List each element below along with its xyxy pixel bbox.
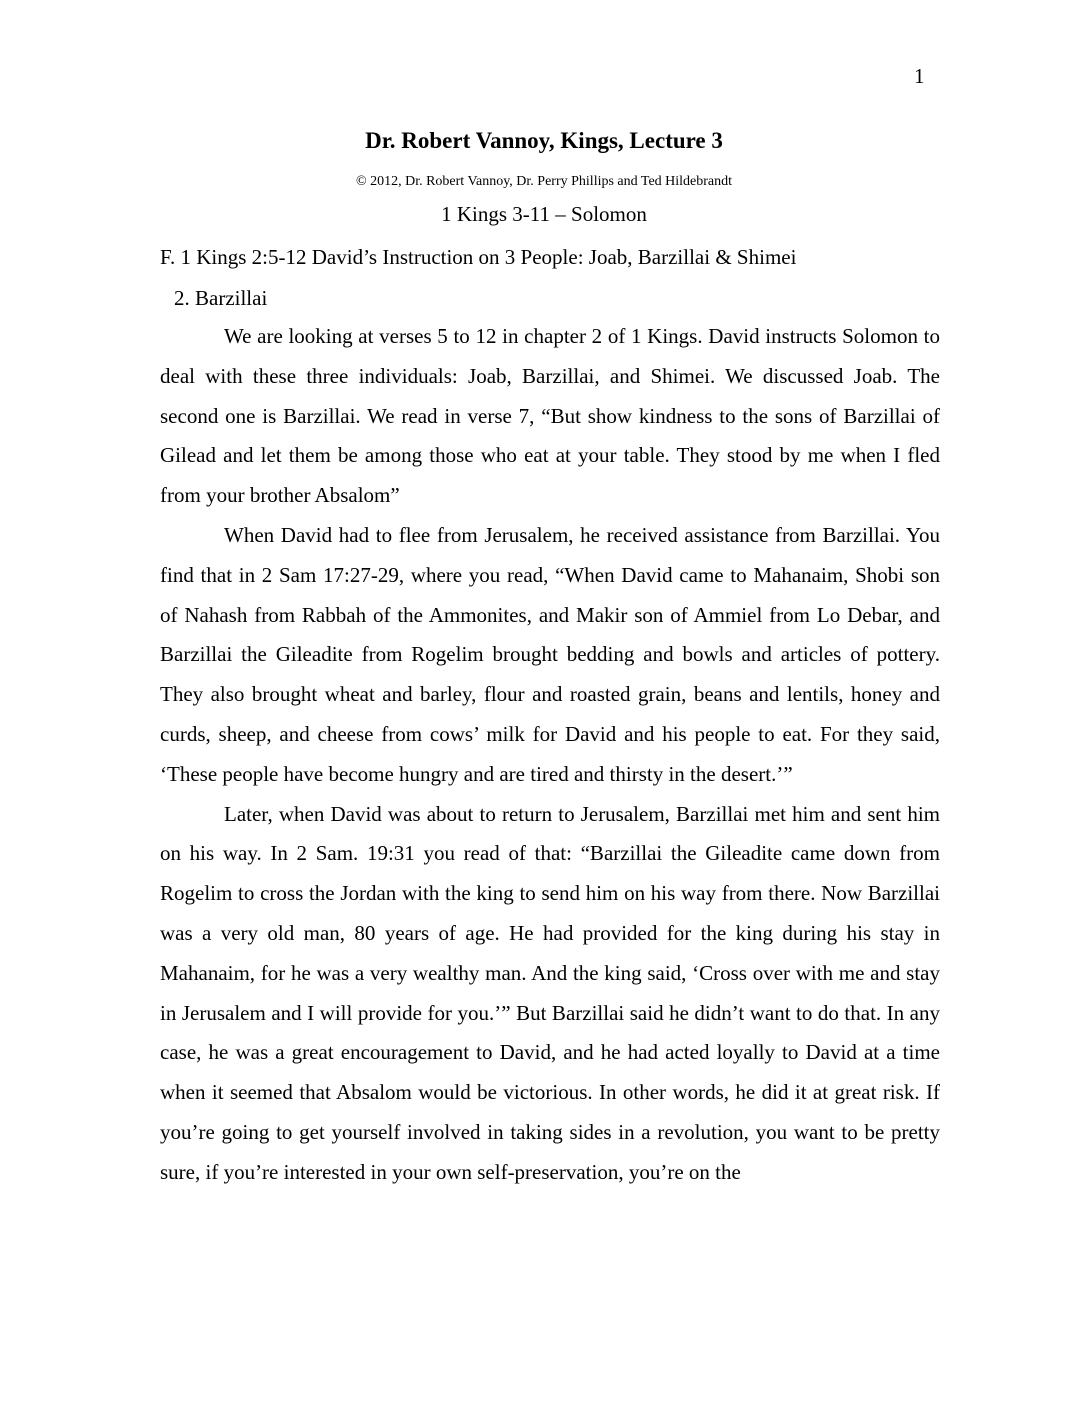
- page-number: 1: [914, 64, 925, 88]
- document-subtitle: 1 Kings 3-11 – Solomon: [441, 202, 647, 226]
- subsection-heading: 2. Barzillai: [174, 286, 268, 310]
- body-text: [160, 317, 940, 1193]
- copyright-line: © 2012, Dr. Robert Vannoy, Dr. Perry Phillips and Ted Hildebrandt: [355, 174, 733, 189]
- paragraph-3: Later, when David was about to return to Jerusalem, Barzillai met him and sent him on his way. In 2 Sam. 19:31 you read of that: “Barzillai the Gileadite came down from Rogelim to cross the Jordan with the king to send him on his way from there. Now Barzillai was a very old man, 80 years of age. He had provided for the king during his stay in Mahanaim, for he was a very wealthy man. And the king said, ‘Cross over with me and stay in Jerusalem and I will provide for you.’” But Barzillai said he didn’t want to do that. In any case, he was a great encouragement to David, and he had acted loyally to David at a time when it seemed that Absalom would be victorious. In other words, he did it at great risk. If you’re going to get yourself involved in taking sides in a revolution, you want to be pretty sure, if you’re interested in your own self-preservation, you’re on the: [160, 801, 940, 1184]
- section-heading: F. 1 Kings 2:5-12 David’s Instruction on 3 People: Joab, Barzillai & Shimei: [160, 245, 797, 269]
- paragraph-2: When David had to flee from Jerusalem, he received assistance from Barzillai. You find that in 2 Sam 17:27-29, where you read, “When David came to Mahanaim, Shobi son of Nahash from Rabbah of the Ammonites, and Makir son of Ammiel from Lo Debar, and Barzillai the Gileadite from Rogelim brought bedding and bowls and articles of pottery. They also brought wheat and barley, flour and roasted grain, beans and lentils, honey and curds, sheep, and cheese from cows’ milk for David and his people to eat. For they said, ‘These people have become hungry and are tired and thirsty in the desert.’”: [160, 522, 940, 786]
- paragraph-1: We are looking at verses 5 to 12 in chapter 2 of 1 Kings. David instructs Solomon to deal with these three individuals: Joab, Barzillai, and Shimei. We discussed Joab. The second one is Barzillai. We read in verse 7, “But show kindness to the sons of Barzillai of Gilead and let them be among those who eat at your table. They stood by me when I fled from your brother Absalom”: [160, 324, 940, 508]
- document-title: Dr. Robert Vannoy, Kings, Lecture 3: [365, 128, 723, 153]
